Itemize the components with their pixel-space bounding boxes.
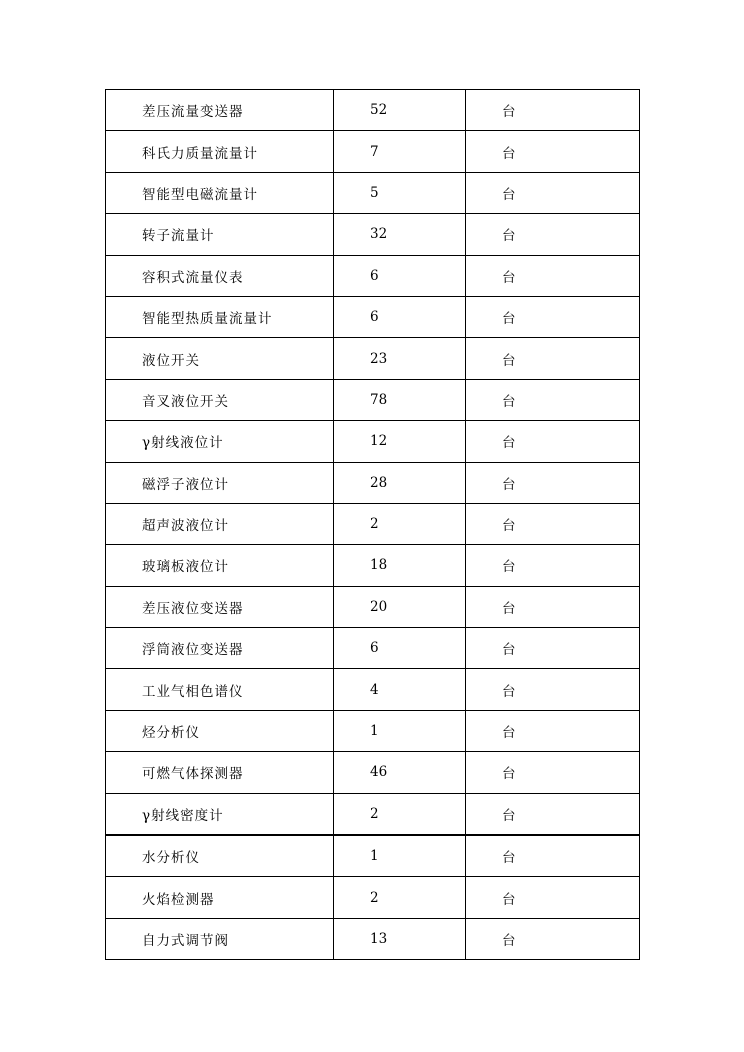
quantity-cell: 6 [334,296,466,337]
instrument-name-cell: 液位开关 [106,338,334,379]
unit-cell: 台 [466,545,640,586]
instrument-name-cell: 可燃气体探测器 [106,752,334,793]
quantity-cell: 1 [334,835,466,877]
table-row [106,628,640,669]
equipment-table [105,89,640,960]
quantity-cell: 4 [334,669,466,710]
unit-cell: 台 [466,752,640,793]
table-row [106,172,640,213]
unit-cell: 台 [466,338,640,379]
table-row [106,545,640,586]
unit-cell: 台 [466,503,640,544]
instrument-name-cell: 超声波液位计 [106,503,334,544]
table-row [106,586,640,627]
quantity-cell: 2 [334,793,466,835]
quantity-cell: 46 [334,752,466,793]
instrument-name-cell: 火焰检测器 [106,877,334,918]
table-row [106,835,640,877]
instrument-name-cell: 烃分析仪 [106,710,334,751]
table-row [106,255,640,296]
unit-cell: 台 [466,462,640,503]
quantity-cell: 28 [334,462,466,503]
table-row [106,752,640,793]
unit-cell: 台 [466,255,640,296]
instrument-name-cell: 容积式流量仪表 [106,255,334,296]
unit-cell: 台 [466,793,640,835]
unit-cell: 台 [466,421,640,462]
quantity-cell: 78 [334,379,466,420]
quantity-cell: 52 [334,90,466,131]
quantity-cell: 7 [334,131,466,172]
quantity-cell: 1 [334,710,466,751]
quantity-cell: 5 [334,172,466,213]
quantity-cell: 6 [334,628,466,669]
unit-cell: 台 [466,379,640,420]
table-row [106,296,640,337]
quantity-cell: 2 [334,503,466,544]
table-row [106,338,640,379]
unit-cell: 台 [466,918,640,959]
instrument-name-cell: 自力式调节阀 [106,918,334,959]
table-row [106,669,640,710]
instrument-name-cell: 智能型电磁流量计 [106,172,334,213]
table-row [106,131,640,172]
quantity-cell: 13 [334,918,466,959]
unit-cell: 台 [466,296,640,337]
unit-cell: 台 [466,710,640,751]
table-row [106,503,640,544]
instrument-name-cell: 磁浮子液位计 [106,462,334,503]
quantity-cell: 18 [334,545,466,586]
table-row [106,214,640,255]
unit-cell: 台 [466,586,640,627]
unit-cell: 台 [466,172,640,213]
equipment-table-body [106,90,640,960]
instrument-name-cell: 科氏力质量流量计 [106,131,334,172]
table-row [106,379,640,420]
instrument-name-cell: 差压流量变送器 [106,90,334,131]
instrument-name-cell: 浮筒液位变送器 [106,628,334,669]
instrument-name-cell: 转子流量计 [106,214,334,255]
quantity-cell: 23 [334,338,466,379]
instrument-name-cell: 音叉液位开关 [106,379,334,420]
instrument-name-cell: 水分析仪 [106,835,334,877]
table-row [106,877,640,918]
unit-cell: 台 [466,90,640,131]
instrument-name-cell: γ射线密度计 [106,793,334,835]
unit-cell: 台 [466,835,640,877]
table-row [106,90,640,131]
table-row [106,462,640,503]
table-row [106,793,640,835]
quantity-cell: 2 [334,877,466,918]
instrument-name-cell: 智能型热质量流量计 [106,296,334,337]
unit-cell: 台 [466,131,640,172]
unit-cell: 台 [466,628,640,669]
quantity-cell: 12 [334,421,466,462]
table-row [106,918,640,959]
instrument-name-cell: γ射线液位计 [106,421,334,462]
quantity-cell: 6 [334,255,466,296]
instrument-name-cell: 工业气相色谱仪 [106,669,334,710]
unit-cell: 台 [466,877,640,918]
quantity-cell: 32 [334,214,466,255]
instrument-name-cell: 差压液位变送器 [106,586,334,627]
table-row [106,421,640,462]
table-row [106,710,640,751]
quantity-cell: 20 [334,586,466,627]
unit-cell: 台 [466,669,640,710]
instrument-name-cell: 玻璃板液位计 [106,545,334,586]
unit-cell: 台 [466,214,640,255]
